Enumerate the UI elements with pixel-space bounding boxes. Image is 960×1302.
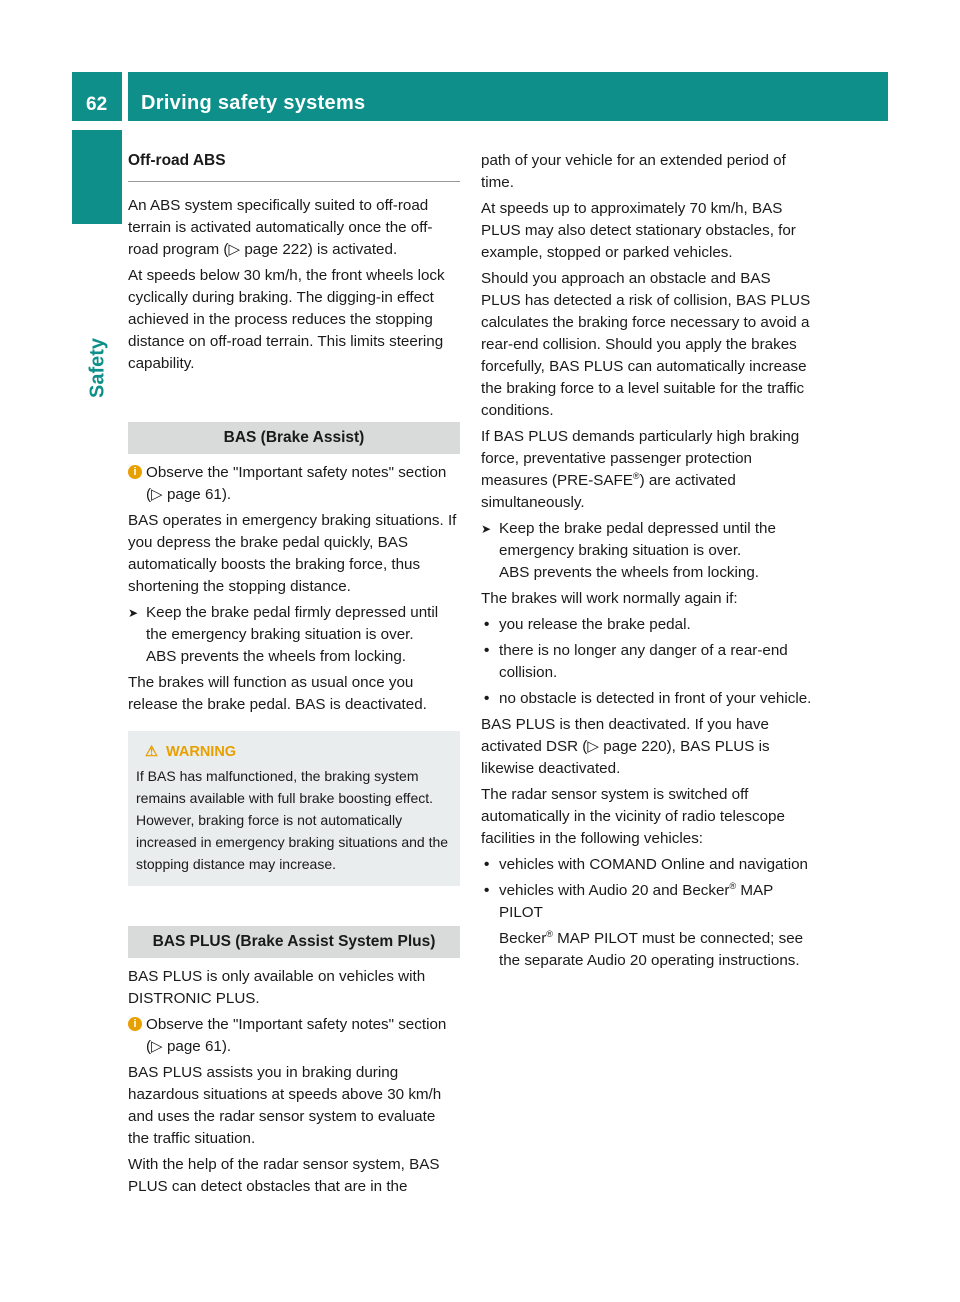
right-paragraph-4 <box>481 426 813 514</box>
info-icon: i <box>128 465 142 479</box>
left-column <box>128 150 460 1202</box>
offroad-abs-title: Off-road ABS <box>128 150 460 182</box>
list-item <box>481 614 813 636</box>
pre-safe-text-a: If BAS PLUS demands particularly high braking force, preventative passenger protection measures (PRE-SAFE <box>481 428 800 489</box>
becker-note-text-b: MAP PILOT must be connected; see the separate Audio 20 operating instructions. <box>499 930 804 969</box>
page-number: 62 <box>86 94 108 115</box>
bas-step-text: Keep the brake pedal firmly depressed until the emergency braking situation is over. <box>146 604 439 643</box>
list-item-text: vehicles with COMAND Online and navigation <box>499 856 808 873</box>
pre-safe-text-b: ) are activated simultaneously. <box>481 472 736 511</box>
list-item-text: vehicles with Audio 20 and Becker <box>499 882 730 899</box>
registered-mark: ® <box>729 880 737 891</box>
step-arrow-icon: ➤ <box>128 606 139 620</box>
right-step-note: ABS prevents the wheels from locking. <box>499 564 759 581</box>
list-item <box>481 640 813 684</box>
section-header <box>128 72 888 121</box>
list-item-text: MAP PILOT <box>499 882 773 921</box>
bas-heading: BAS (Brake Assist) <box>128 422 460 454</box>
info-icon: i <box>128 1017 142 1031</box>
right-paragraph-1: path of your vehicle for an extended period of time. <box>481 152 786 191</box>
bas-step-note: ABS prevents the wheels from locking. <box>146 648 406 665</box>
warning-text: If BAS has malfunctioned, the braking system remains available with full brake boosting effect. However, braking force is not automatically increased in emergency braking situations and the stopping distance may increase. <box>136 768 449 872</box>
list-item-text: no obstacle is detected in front of your vehicle. <box>499 690 812 707</box>
becker-note <box>481 928 813 972</box>
bas-plus-info-note <box>128 1014 460 1058</box>
step-arrow-icon: ➤ <box>481 522 492 536</box>
chapter-tab <box>72 130 122 224</box>
offroad-abs-paragraph-2: At speeds below 30 km/h, the front wheels lock cyclically during braking. The digging-in effect achieved in the process reduces the stopping distance on off-road terrain. This limits steering capability. <box>128 267 445 372</box>
list-item <box>481 688 813 710</box>
list-item <box>481 880 813 924</box>
bullet-icon: • <box>484 882 490 899</box>
right-paragraph-5: The brakes will work normally again if: <box>481 590 738 607</box>
bas-plus-info-text: Observe the "Important safety notes" section (▷ page 61). <box>146 1016 447 1055</box>
list-item <box>481 854 813 876</box>
warning-box <box>128 731 460 886</box>
page-number-box <box>72 72 122 121</box>
bas-info-text: Observe the "Important safety notes" section (▷ page 61). <box>146 464 447 503</box>
bas-paragraph-1: BAS operates in emergency braking situations. If you depress the brake pedal quickly, BAS automatically boosts the braking force, thus shortening the stopping distance. <box>128 512 457 595</box>
warning-title: WARNING <box>166 744 237 760</box>
becker-note-text-a: Becker <box>499 930 547 947</box>
warning-title-row <box>136 741 452 763</box>
list-item-text: there is no longer any danger of a rear-end collision. <box>499 642 788 681</box>
bas-plus-paragraph-3: With the help of the radar sensor system, BAS PLUS can detect obstacles that are in the <box>128 1156 440 1195</box>
chapter-label: Safety <box>86 337 109 399</box>
bas-plus-heading: BAS PLUS (Brake Assist System Plus) <box>128 926 460 958</box>
bullet-icon: • <box>484 616 490 633</box>
bas-step <box>128 602 460 668</box>
bullet-icon: • <box>484 856 490 873</box>
bullet-icon: • <box>484 690 490 707</box>
bas-info-note <box>128 462 460 506</box>
right-paragraph-6: BAS PLUS is then deactivated. If you have activated DSR (▷ page 220), BAS PLUS is likewise deactivated. <box>481 716 770 777</box>
right-step-text: Keep the brake pedal depressed until the emergency braking situation is over. <box>499 520 776 559</box>
offroad-abs-paragraph-1: An ABS system specifically suited to off-road terrain is activated automatically once the off-road program (▷ page 222) is activated. <box>128 197 433 258</box>
bas-plus-paragraph-2: BAS PLUS assists you in braking during hazardous situations at speeds above 30 km/h and uses the radar sensor system to evaluate the traffic situation. <box>128 1064 442 1147</box>
right-step <box>481 518 813 584</box>
bullet-icon: • <box>484 642 490 659</box>
registered-mark: ® <box>546 928 553 939</box>
right-column <box>481 150 813 976</box>
registered-mark: ® <box>632 470 640 481</box>
right-paragraph-2: At speeds up to approximately 70 km/h, BAS PLUS may also detect stationary obstacles, for example, stopped or parked vehicles. <box>481 200 796 261</box>
chapter-label-box <box>73 318 123 418</box>
bas-plus-paragraph-1: BAS PLUS is only available on vehicles with DISTRONIC PLUS. <box>128 968 426 1007</box>
section-title: Driving safety systems <box>141 92 366 114</box>
bas-paragraph-2: The brakes will function as usual once you release the brake pedal. BAS is deactivated. <box>128 674 427 713</box>
warning-triangle-icon: ⚠ <box>145 744 158 760</box>
right-paragraph-7: The radar sensor system is switched off automatically in the vicinity of radio telescope facilities in the following vehicles: <box>481 786 785 847</box>
right-paragraph-3: Should you approach an obstacle and BAS PLUS has detected a risk of collision, BAS PLUS calculates the braking force necessary to avoid a rear-end collision. Should you apply the brakes forcefully, BAS PLUS can automatically increase the braking force to a level suitable for the traffic conditions. <box>481 270 811 419</box>
list-item-text: you release the brake pedal. <box>499 616 691 633</box>
